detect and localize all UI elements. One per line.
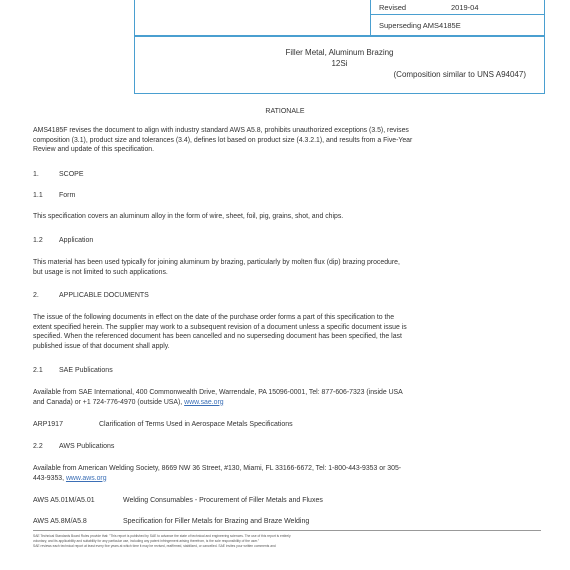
application-text-line: This material has been used typically for joining aluminum by brazing, particularly by molten flux (dip) brazing procedure, [33,259,400,266]
sae-website-link[interactable]: www.sae.org [184,398,224,406]
applicable-documents-text-line: extent specified herein. The supplier may work to a subsequent revision of a document unless a specific document issue is [33,323,407,331]
section-heading-applicable-documents: APPLICABLE DOCUMENTS [59,292,149,299]
section-heading-aws-publications: AWS Publications [59,443,115,450]
document-subtitle: 12Si [331,59,348,68]
document-title: Filler Metal, Aluminum Brazing [285,48,394,57]
applicable-documents-text-line: published issue of that document shall apply. [33,342,170,350]
section-number: 1.2 [33,237,43,244]
sae-address-line: Available from SAE International, 400 Commonwealth Drive, Warrendale, PA 15096-0001, Tel: 877-606-7323 (inside USA [33,389,403,396]
section-number: 1.1 [33,192,43,199]
section-number: 2.2 [33,443,43,450]
aws-website-link[interactable]: www.aws.org [65,474,107,482]
reference-code-aws-a58: AWS A5.8M/A5.8 [33,518,87,525]
aws-address-line [33,474,107,484]
sae-contact-text: and Canada) or +1 724-776-4970 (outside USA), [33,398,185,406]
reference-title-arp1917: Clarification of Terms Used in Aerospace Metals Specifications [99,421,293,428]
rationale-text-line: composition (3.1), product size and tolerances (3.4), defines lot based on product size (4.3.2.1), and results from a Five-Year [33,136,413,144]
form-text: This specification covers an aluminum alloy in the form of wire, sheet, foil, pig, grains, shot, and chips. [33,213,344,220]
application-text-line: but usage is not limited to such applications. [33,268,168,276]
reference-code-aws-a501: AWS A5.01M/A5.01 [33,497,95,504]
rationale-heading: RATIONALE [265,108,305,115]
aws-address-line: Available from American Welding Society, 8669 NW 36 Street, #130, Miami, FL 33166-6672, Tel: 1-800-443-9353 or 305- [33,465,402,472]
superseding-label: Superseding AMS4185E [379,21,461,30]
footer-divider [33,530,541,531]
section-heading-sae-publications: SAE Publications [59,367,113,374]
header-divider-vertical [370,0,371,35]
aws-contact-text: 443-9353, [33,474,66,482]
reference-title-aws-a501: Welding Consumables - Procurement of Filler Metals and Fluxes [123,497,323,504]
header-meta-box [134,0,545,36]
section-heading-form: Form [59,192,76,199]
revised-label: Revised [379,3,407,12]
section-number: 1. [33,171,39,178]
title-box [134,36,545,94]
footer-text-line: voluntary, and its applicability and suitability for any particular use, including any patent infringement arising therefrom, is the sole responsibility of the user." [33,538,260,543]
section-heading-application: Application [59,237,94,244]
rationale-text-line: AMS4185F revises the document to align with industry standard AWS A5.8, prohibits unauthorized exceptions (3.5), revises [33,127,409,134]
applicable-documents-text-line: specified. When the referenced document has been cancelled and no superseding document has been specified, the last [33,333,402,341]
section-number: 2.1 [33,367,43,374]
reference-code-arp1917: ARP1917 [33,421,63,428]
revised-date: 2019-04 [451,3,479,12]
header-divider-horizontal [370,14,544,15]
rationale-text-line: Review and update of this specification. [33,146,155,154]
section-heading-scope: SCOPE [59,171,84,178]
sae-address-line [33,398,224,408]
composition-note: (Composition similar to UNS A94047) [393,70,526,79]
footer-text-line: SAE reviews each technical report at least every five years at which time it may be revised, reaffirmed, stabilized, or cancelled. SAE invites your written comments and [33,544,276,548]
section-number: 2. [33,292,39,299]
reference-title-aws-a58: Specification for Filler Metals for Brazing and Braze Welding [123,518,310,525]
applicable-documents-text-line: The issue of the following documents in effect on the date of the purchase order forms a part of this specification to the [33,314,395,321]
footer-text-line: SAE Technical Standards Board Rules provide that: "This report is published by SAE to advance the state of technical and engineering sciences. The use of this report is entirely [33,534,291,538]
